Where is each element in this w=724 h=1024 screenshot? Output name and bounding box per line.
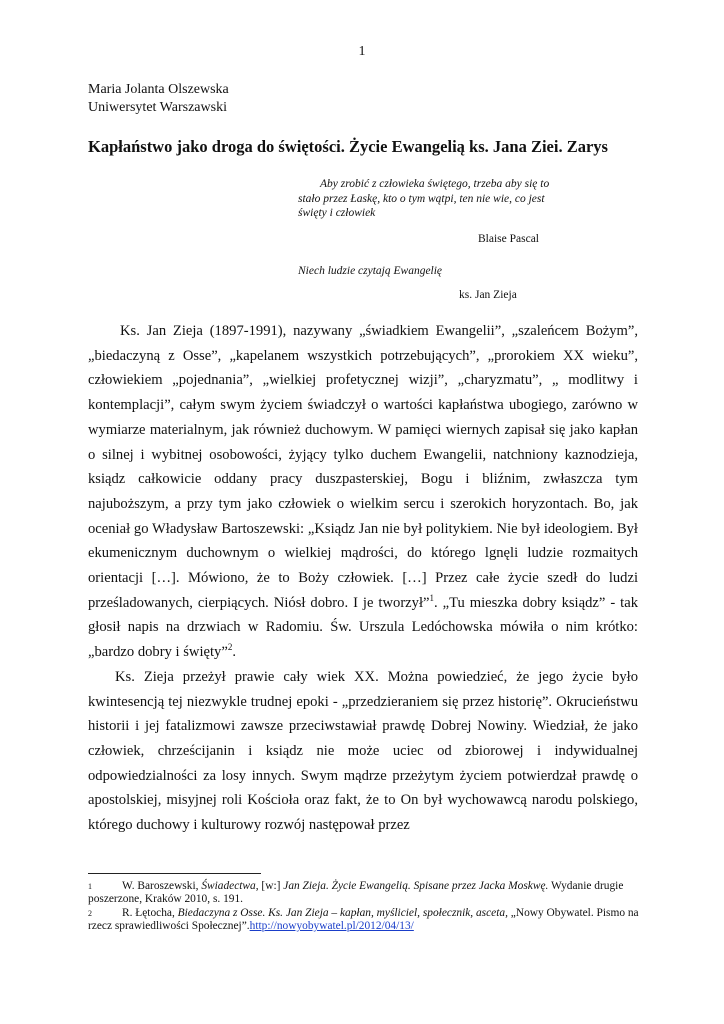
- epigraph-line: święty i człowiek: [298, 207, 376, 219]
- page-number: 1: [358, 44, 366, 59]
- author-name: Maria Jolanta Olszewska: [88, 82, 229, 97]
- footnote-text-italic: Jan Zieja. Życie Ewangelią. Spisane przez Jacka Moskwę.: [283, 880, 549, 892]
- author-block: [88, 81, 229, 117]
- paragraph: [88, 665, 638, 838]
- paragraph: [88, 319, 638, 665]
- document-title: Kapłaństwo jako droga do świętości. Życie Ewangelią ks. Jana Ziei. Zarys: [88, 137, 608, 156]
- footnote-ref[interactable]: 2: [227, 642, 233, 653]
- epigraph-attribution-2: ks. Jan Zieja: [459, 289, 517, 301]
- footnote-text: W. Baroszewski,: [122, 880, 202, 892]
- epigraph-attribution: Blaise Pascal: [478, 233, 539, 245]
- footnote-mark: 1: [88, 882, 92, 891]
- footnote: [88, 907, 640, 933]
- paragraph-text: .: [232, 644, 236, 661]
- footnote-link[interactable]: http://nowyobywatel.pl/2012/04/13/: [249, 920, 414, 932]
- footnote-text-italic: Świadectwa: [201, 880, 256, 892]
- paragraph-text: Ks. Jan Zieja (1897-1991), nazywany „świadkiem Ewangelii”, „szaleńcem Bożym”, „biedaczyną z Osse”, „kapelanem wszystkich potrzebujących”, „prorokiem XX wieku”, człowiekiem „pojednania”, „wielkiej profetycznej wizji”, „charyzmatu”, „ modlitwy i kontemplacji”, całym swym życiem świadczył o wartości kapłaństwa ubogiego, zarówno w wymiarze materialnym, jak również duchowym. W pamięci wiernych zapisał się jako kapłan o silnej i wybitnej osobowości, żyjący tylko duchem Ewangelii, natchniony kaznodzieja, ksiądz całkowicie oddany pracy duszpasterskiej, Bogu i bliźnim, zwłaszcza tym najuboższym, a przy tym jako człowiek o wielkim sercu i szerokich horyzontach. Bo, jak oceniał go Władysław Bartoszewski: „Ksiądz Jan nie był politykiem. Nie był ideologiem. Był ekumenicznym duchownym o wielkiej mądrości, do którego lgnęli ludzie rozmaitych orientacji […]. Mówiono, że to Boży człowiek. […] Przez całe życie szedł do ludzi prześladowanych, cierpiących. Niósł dobro. I je tworzył”: [88, 323, 638, 611]
- footnote-ref[interactable]: 1: [429, 592, 434, 603]
- footnote-text: Wydanie drugie poszerzone, Kraków 2010, s. 191.: [88, 880, 624, 905]
- footnote-text: R. Łętocha,: [122, 907, 178, 919]
- footnote: [88, 880, 640, 906]
- epigraph-line: Aby zrobić z człowieka świętego, trzeba aby się to: [320, 178, 550, 190]
- footnote-text: , [w:]: [255, 880, 284, 892]
- footnote-separator: [88, 873, 261, 874]
- footnote-text: „Nowy Obywatel. Pismo na rzecz sprawiedliwości Społecznej”.: [88, 907, 639, 932]
- footnote-text-italic: Biedaczyna z Osse. Ks. Jan Zieja – kapłan, myśliciel, społecznik, asceta,: [177, 907, 508, 919]
- author-affiliation: Uniwersytet Warszawski: [88, 100, 227, 115]
- paragraph-text: . „Tu mieszka dobry ksiądz” - tak głosił napis na drzwiach w Radomiu. Św. Urszula Ledóchowska mówiła o nim krótko: „bardzo dobry i święty”: [88, 594, 638, 661]
- epigraph-quote: [298, 177, 598, 221]
- epigraph-line: stało przez Łaskę, kto o tym wątpi, ten nie wie, co jest: [298, 192, 545, 205]
- epigraph-quote-2: Niech ludzie czytają Ewangelię: [298, 265, 443, 277]
- footnote-mark: 2: [88, 909, 92, 918]
- paragraph-text: Ks. Zieja przeżył prawie cały wiek XX. Można powiedzieć, że jego życie było kwintesencją tej niezwykle trudnej epoki - „przedzieraniem się przez historię”. Okrucieństwu historii i jej fatalizmowi zawsze przeciwstawiał prawdę Dobrej Nowiny. Wiedział, że jako człowiek, chrześcijanin i ksiądz nie może uciec od zbiorowej i indywidualnej odpowiedzialności za losy innych. Swym mądrze przeżytym życiem potwierdzał prawdę o apostolskiej, misyjnej roli Kościoła oraz fakt, że to On był wychowawcą narodu polskiego, którego duchowy i kulturowy rozwój następował przez: [88, 668, 638, 834]
- body-text: [88, 319, 638, 838]
